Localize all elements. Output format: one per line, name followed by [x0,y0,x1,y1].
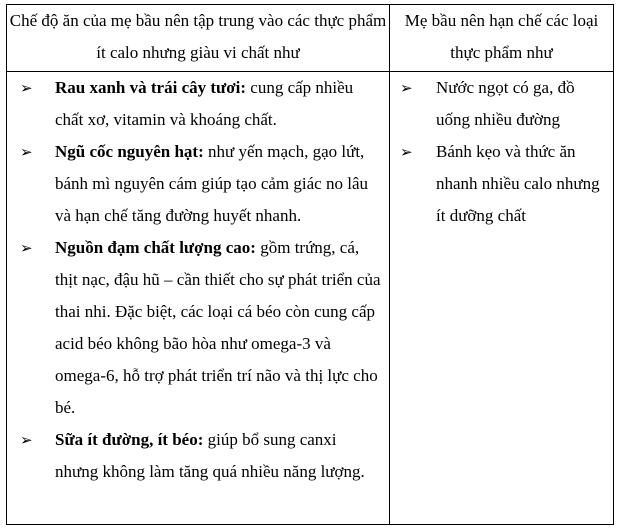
arrow-bullet-icon: ➢ [400,79,413,97]
list-item [7,424,389,488]
list-item [7,72,389,136]
content-row [7,72,614,525]
recommended-foods-cell [7,72,390,525]
item-term: Nguồn đạm chất lượng cao: [55,238,256,257]
header-row [7,5,614,72]
item-text: cung cấp nhiều chất xơ, vitamin và khoáng chất. [55,78,354,129]
list-item [390,136,613,232]
limited-foods-list [390,72,613,232]
item-text: giúp bổ sung canxi nhưng không làm tăng quá nhiều năng lượng. [55,430,365,481]
list-item [390,72,613,136]
item-text: Nước ngọt có ga, đồ uống nhiều đường [436,78,575,129]
arrow-bullet-icon: ➢ [20,239,33,257]
header-limit: Mẹ bầu nên hạn chế các loại thực phẩm như [390,5,614,72]
list-item [7,136,389,232]
item-term: Ngũ cốc nguyên hạt: [55,142,204,161]
item-term: Rau xanh và trái cây tươi: [55,78,247,97]
recommended-foods-list [7,72,389,488]
header-recommended: Chế độ ăn của mẹ bầu nên tập trung vào các thực phẩm ít calo nhưng giàu vi chất như [7,5,390,72]
item-text: Bánh kẹo và thức ăn nhanh nhiều calo nhưng ít dưỡng chất [436,142,600,225]
diet-table [6,4,614,525]
item-text: như yến mạch, gạo lứt, bánh mì nguyên cám giúp tạo cảm giác no lâu và hạn chế tăng đường huyết nhanh. [55,142,368,225]
arrow-bullet-icon: ➢ [400,143,413,161]
item-text: gồm trứng, cá, thịt nạc, đậu hũ – cần thiết cho sự phát triển của thai nhi. Đặc biệt, các loại cá béo còn cung cấp acid béo không bão hòa như omega-3 và omega-6, hỗ trợ phát triển trí não và thị lực cho bé. [55,238,381,417]
limited-foods-cell [390,72,614,525]
item-term: Sữa ít đường, ít béo: [55,430,204,449]
arrow-bullet-icon: ➢ [20,79,33,97]
arrow-bullet-icon: ➢ [20,431,33,449]
arrow-bullet-icon: ➢ [20,143,33,161]
list-item [7,232,389,424]
